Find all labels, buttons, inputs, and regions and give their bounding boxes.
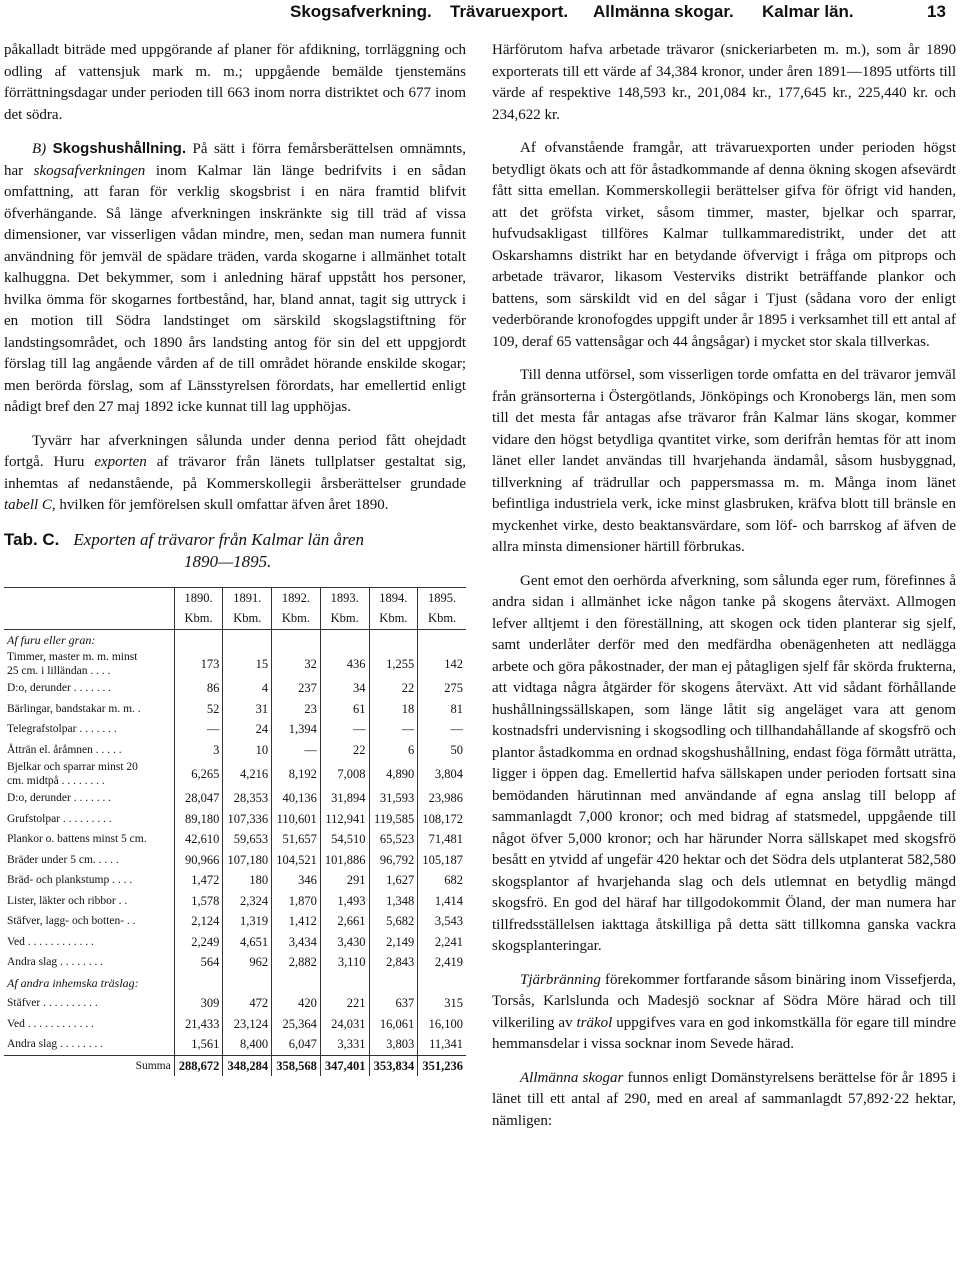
table-header-year: 1890. [174, 587, 223, 608]
table-value: 221 [320, 993, 369, 1014]
table-value: 2,124 [174, 911, 223, 932]
table-row [4, 993, 466, 1014]
table-row [4, 788, 466, 809]
table-row [4, 850, 466, 871]
table-value: 1,561 [174, 1034, 223, 1055]
table-years: 1890—1895. [184, 551, 272, 571]
table-row [4, 678, 466, 699]
table-row-label: Andra slag . . . . . . . . [7, 956, 104, 968]
table-value: 7,008 [320, 760, 369, 788]
table-cell-empty [418, 973, 466, 994]
table-caption [4, 529, 466, 573]
table-sum-label: Summa [4, 1055, 174, 1076]
paragraph-utforsel: Till denna utförsel, som visserligen torde omfatta en del trävaror jemväl från gränsorterna i Östergötlands, Jönköpings och Kronobergs län, men som till det mesta får antagas afse trävaror från Kalmar läns skogar, kommer vidare den högst betydliga qvantitet virke, som derifrån hemtas för att inom länet eller landet användas till hvarjehanda ändamål, såsom husbyggnad, tillverkning af trädrullar och pappersmassa m. m. Många inom länet befintliga industriela verk, icke minst glasbruken, kräfva blott till bränsle en myckenhet virke, desto beaktansvärdare, som löf- och barrskog af äfven de allra minsta dimensioner härtill förbrukas. [492, 367, 956, 555]
table-header-unit: Kbm. [320, 608, 369, 629]
table-value: 23 [272, 699, 321, 720]
table-value: — [272, 740, 321, 761]
table-value: 3,430 [320, 932, 369, 953]
table-value: 1,493 [320, 891, 369, 912]
header-title-skogar: Allmänna skogar. [593, 2, 734, 21]
table-value: — [369, 719, 418, 740]
table-row-label: Bräd- och plankstump . . . . [7, 874, 133, 886]
table-value: 24 [223, 719, 272, 740]
paragraph-export-intro: Tyvärr har afverkningen sålunda under denna period fått ohejdadt fortgå. Huru exporten af trävaror från länets tullplatser gestaltat sig, inhemtas af nedanstående, på Kommerskollegii årsberättelser grundade tabell C, hvilken för jemförelsen skull omfattar äfven året 1890. [4, 432, 466, 513]
section-letter: B) [32, 141, 47, 157]
table-value: 52 [174, 699, 223, 720]
table-sum-value: 348,284 [223, 1055, 272, 1076]
table-value: 59,653 [223, 829, 272, 850]
table-value: 436 [320, 650, 369, 678]
table-value: 28,353 [223, 788, 272, 809]
table-row-label: Åtträn el. åråmnen . . . . . [7, 743, 122, 756]
table-sum-value: 351,236 [418, 1055, 466, 1076]
table-value: 2,882 [272, 952, 321, 973]
table-value: 173 [174, 650, 223, 678]
table-value: — [320, 719, 369, 740]
table-value: 2,249 [174, 932, 223, 953]
table-row [4, 809, 466, 830]
table-value: 6,265 [174, 760, 223, 788]
table-value: 309 [174, 993, 223, 1014]
table-row-label: Stäfver, lagg- och botten- . . [7, 915, 136, 927]
table-cell-empty [418, 629, 466, 650]
table-header-blank [4, 587, 174, 608]
table-value: 71,481 [418, 829, 466, 850]
table-row-label: Stäfver . . . . . . . . . . [7, 997, 98, 1009]
table-row-label: D:o, derunder . . . . . . . [7, 792, 112, 804]
table-value: 22 [369, 678, 418, 699]
table-row [4, 650, 466, 678]
table-row [4, 829, 466, 850]
table-value: 1,394 [272, 719, 321, 740]
table-value: 3,803 [369, 1034, 418, 1055]
table-value: 1,348 [369, 891, 418, 912]
table-value: 104,521 [272, 850, 321, 871]
table-value: 81 [418, 699, 466, 720]
table-value: 3,804 [418, 760, 466, 788]
table-value: 108,172 [418, 809, 466, 830]
table-row-label [4, 650, 174, 678]
table-group-label: Af andra inhemska träslag: [7, 975, 139, 990]
table-row [4, 891, 466, 912]
table-value: 18 [369, 699, 418, 720]
table-row-label: Lister, läkter och ribbor . . [7, 894, 128, 907]
table-cell-empty [272, 629, 321, 650]
table-value: 2,324 [223, 891, 272, 912]
table-value: 16,061 [369, 1014, 418, 1035]
table-value: 962 [223, 952, 272, 973]
paragraph-atervaxt: Gent emot den oerhörda afverkning, som sålunda eger rum, förefinnes å andra sidan i allmänhet icke någon tanke på skogens återväxt. Allmogen lefver alltjemt i den föreställning, att skogen ock tiden planterar sig sjelf, samt underlåter derför med den medfärdha obenägenheten att nedlägga arbete och göra påkostnader, der man ej påtagligen sjelf får skörda frukterna, att vidtaga några åtgärder för skogens återväxt. Att vid sådant förhållande hushållningssällskapen, som länge låtit sig angeläget vara att genom kostnadsfri undervisning i skogsodling och tillhandahållande af skogsfrö och plantor åstadkomma en ordnad skogshushållning, endast föga förmått uträtta, ligger i öppen dag. Emellertid hafva sällskapen under perioden fortsatt sina bemödanden härutinnan med användande af egna anslag till belopp af sammanlagdt 7,000 kronor; och med bidrag af statsmedel, uppgående till något öfver 5,000 kronor; och har härunder Norra sällskapet med skogsfrö besått en ytvidd af ungefär 420 hektar och det Södra dels utplanterat 582,580 skogsplantor af hvarjehanda slag och dels utlemnat en betydlig mängd skogsfrö. En god del häraf har tillgodokommit Öland, der man numera har tillfredsställelsen iakttaga åtskilliga på detta sätt tillkomna ganska vackra skogsplanteringar. [492, 572, 956, 954]
table-row-label: Telegrafstolpar . . . . . . . [7, 723, 117, 735]
table-row [4, 699, 466, 720]
table-value: 3,331 [320, 1034, 369, 1055]
table-value: 22 [320, 740, 369, 761]
table-value: 42,610 [174, 829, 223, 850]
table-row-label: Bräder under 5 cm. . . . . [7, 853, 119, 866]
table-cell-empty [223, 973, 272, 994]
table-cell-empty [272, 973, 321, 994]
table-value: 31 [223, 699, 272, 720]
table-row [4, 1034, 466, 1055]
table-value: 637 [369, 993, 418, 1014]
table-cell-empty [369, 629, 418, 650]
table-row [4, 952, 466, 973]
table-value: 3,434 [272, 932, 321, 953]
table-value: 4,890 [369, 760, 418, 788]
table-value: 291 [320, 870, 369, 891]
table-value: 15 [223, 650, 272, 678]
table-value: 31,894 [320, 788, 369, 809]
table-row [4, 870, 466, 891]
table-value: 1,414 [418, 891, 466, 912]
table-value: 472 [223, 993, 272, 1014]
table-value: 50 [418, 740, 466, 761]
table-value: 23,986 [418, 788, 466, 809]
table-row-label-line2: cm. midtpå . . . . . . . . [7, 775, 105, 787]
table-group-heading [4, 973, 466, 994]
table-row-label: Grufstolpar . . . . . . . . . [7, 812, 112, 825]
table-row [4, 932, 466, 953]
table-value: 4 [223, 678, 272, 699]
table-header-unit: Kbm. [272, 608, 321, 629]
table-cell-empty [320, 629, 369, 650]
header-county: Kalmar län. [762, 2, 854, 21]
table-value: 40,136 [272, 788, 321, 809]
table-header-unit: Kbm. [223, 608, 272, 629]
table-value: 107,336 [223, 809, 272, 830]
table-value: 25,364 [272, 1014, 321, 1035]
page-number: 13 [927, 2, 946, 21]
table-row-label: Andra slag . . . . . . . . [7, 1038, 104, 1050]
table-value: 2,149 [369, 932, 418, 953]
table-row [4, 760, 466, 788]
table-value: 21,433 [174, 1014, 223, 1035]
table-value: 2,661 [320, 911, 369, 932]
table-cell-empty [369, 973, 418, 994]
table-value: 1,472 [174, 870, 223, 891]
table-value: 1,870 [272, 891, 321, 912]
table-title: Exporten af trävaror från Kalmar län åren [73, 529, 364, 549]
right-column [492, 40, 956, 1132]
table-value: 107,180 [223, 850, 272, 871]
table-value: 101,886 [320, 850, 369, 871]
table-value: 96,792 [369, 850, 418, 871]
table-value: 6,047 [272, 1034, 321, 1055]
table-header-unit: Kbm. [174, 608, 223, 629]
table-row-label: Ved . . . . . . . . . . . . [7, 1017, 94, 1030]
table-value: 3 [174, 740, 223, 761]
header-title-afverkning: Skogsafverkning. [290, 2, 432, 21]
table-value: 1,412 [272, 911, 321, 932]
table-value: 16,100 [418, 1014, 466, 1035]
table-value: 275 [418, 678, 466, 699]
table-value: 2,419 [418, 952, 466, 973]
table-value: 564 [174, 952, 223, 973]
table-row-label-line1: Bjelkar och sparrar minst 20 [7, 761, 138, 773]
table-cell-empty [223, 629, 272, 650]
table-value: 61 [320, 699, 369, 720]
table-value: 10 [223, 740, 272, 761]
table-value: 3,543 [418, 911, 466, 932]
table-header-year: 1893. [320, 587, 369, 608]
table-value: 3,110 [320, 952, 369, 973]
table-value: 90,966 [174, 850, 223, 871]
table-value: 34 [320, 678, 369, 699]
table-header-units [4, 608, 466, 629]
table-value: 31,593 [369, 788, 418, 809]
paragraph-exportanalys: Af ofvanstående framgår, att trävaruexporten under perioden högst betydligt ökats och att för åstadkommande af denna ökning skogen afsevärdt fått sitta emellan. Kommerskollegii berättelser gifva för öfrigt vid handen, att det gröfsta virket, såsom timmer, master, bjelkar och sparrar, hufvudsakligast tillföres Kalmar tullkammaredistrikt, under det att Oskarshamns distrikt har en betydande öfvervigt i fråga om pitprops och arbetade trävaror, likasom Vesterviks distrikt beträffande plankor och battens, som särskildt vid en del sågar i Tjust (sådana voro der enligt vederbörande kronofogdes uppgift under år 1895 i verksamhet till ett antal af 109, deraf 65 vattensågar och 44 ångsågar) i mycket stor skala tillverkas. [492, 140, 956, 350]
table-sum-row [4, 1055, 466, 1076]
table-header-unit: Kbm. [418, 608, 466, 629]
section-heading: Skogshushållning. [52, 140, 187, 157]
table-value: 112,941 [320, 809, 369, 830]
table-row [4, 911, 466, 932]
table-value: — [174, 719, 223, 740]
table-value: 4,651 [223, 932, 272, 953]
table-group-heading [4, 629, 466, 650]
table-value: 51,657 [272, 829, 321, 850]
table-value: 6 [369, 740, 418, 761]
table-value: 28,047 [174, 788, 223, 809]
table-value: 54,510 [320, 829, 369, 850]
table-value: 1,255 [369, 650, 418, 678]
table-row-label-line1: Timmer, master m. m. minst [7, 651, 138, 663]
running-header [290, 2, 950, 24]
table-value: 8,192 [272, 760, 321, 788]
table-sum-value: 353,834 [369, 1055, 418, 1076]
table-label: Tab. C. [4, 529, 60, 549]
table-value: 32 [272, 650, 321, 678]
table-cell-empty [174, 973, 223, 994]
table-header-years [4, 587, 466, 608]
table-value: 5,682 [369, 911, 418, 932]
table-value: 86 [174, 678, 223, 699]
table-value: 11,341 [418, 1034, 466, 1055]
table-row [4, 719, 466, 740]
table-value: 8,400 [223, 1034, 272, 1055]
table-header-year: 1895. [418, 587, 466, 608]
table-sum-value: 288,672 [174, 1055, 223, 1076]
paragraph-tjarbranning: Tjärbränning förekommer fortfarande såsom binäring inom Vissefjerda, Torsås, Karlslunda och Madesjö socknar af Södra Möre härad och till vilkeriling av träkol uppgifves vara en god inkomstkälla för egare till mindre hemmansdelar i vissa socknar inom Sevede härad. [492, 971, 956, 1052]
table-cell-empty [174, 629, 223, 650]
table-row-label: Bärlingar, bandstakar m. m. . [7, 702, 141, 715]
export-table [4, 587, 466, 1077]
table-header-blank [4, 608, 174, 629]
table-cell-empty [320, 973, 369, 994]
table-value: 23,124 [223, 1014, 272, 1035]
table-row-label: Plankor o. battens minst 5 cm. [7, 833, 147, 845]
left-column [4, 40, 466, 1076]
paragraph-allmanna-skogar: Allmänna skogar funnos enligt Domänstyrelsens berättelse för år 1895 i länet till ett antal af 290, med en areal af sammanlagdt 57,892·22 hektar, nämligen: [492, 1069, 956, 1129]
table-value: 2,843 [369, 952, 418, 973]
table-value: 89,180 [174, 809, 223, 830]
table-value: 1,578 [174, 891, 223, 912]
table-value: 24,031 [320, 1014, 369, 1035]
table-header-year: 1891. [223, 587, 272, 608]
table-value: 105,187 [418, 850, 466, 871]
table-value: 65,523 [369, 829, 418, 850]
table-row-label: D:o, derunder . . . . . . . [7, 682, 112, 694]
paragraph-snickeri: Härförutom hafva arbetade trävaror (snickeriarbeten m. m.), som år 1890 exporterats till ett värde af 34,384 kronor, under åren 1891—1895 utförts till värde af respektive 148,593 kr., 201,084 kr., 177,645 kr., 225,440 kr. och 234,622 kr. [492, 42, 956, 123]
table-sum-value: 358,568 [272, 1055, 321, 1076]
table-value: 346 [272, 870, 321, 891]
table-value: 682 [418, 870, 466, 891]
table-value: 142 [418, 650, 466, 678]
table-value: 420 [272, 993, 321, 1014]
table-row [4, 1014, 466, 1035]
table-value: 1,319 [223, 911, 272, 932]
paragraph-continued: påkalladt biträde med uppgörande af planer för afdikning, torrläggning och odling af vattensjuk mark m. m.; uppgående bemälde tjenstemäns förrättningsdagar under perioden till 663 inom norra distriktet och 677 inom det södra. [4, 42, 466, 123]
table-row-label [4, 760, 174, 788]
table-row-label-line2: 25 cm. i lilländan . . . . [7, 665, 111, 677]
table-value: 1,627 [369, 870, 418, 891]
table-row [4, 740, 466, 761]
table-value: 4,216 [223, 760, 272, 788]
table-row-label: Ved . . . . . . . . . . . . [7, 935, 94, 948]
table-value: 315 [418, 993, 466, 1014]
table-group-label: Af furu eller gran: [7, 632, 96, 647]
table-value: 110,601 [272, 809, 321, 830]
header-title-export: Trävaruexport. [450, 2, 569, 21]
table-value: 2,241 [418, 932, 466, 953]
paragraph-skogshushallning: B) Skogshushållning. På sätt i förra femårsberättelsen omnämnts, har skogsafverkningen inom Kalmar län länge bedrifvits i en sådan omfattning, att faran för verklig skogsbrist i en nära framtid blifvit öfverhängande. Så länge afverkningen inskränkte sig till träd af vissa dimensioner, var visserligen vådan mindre, men, sedan man numera funnit användning för jemväl de spädare träden, varda skogarne i allmänhet totalt kalhuggna. Det bekymmer, som i anledning häraf uppstått hos personer, hvilka ömma för skogarnes fortbestånd, har, bland annat, tagit sig uttryck i en motion till Södra landstinget om särskild skogslagstiftning för landstingsområdet, och 1890 års landsting antog för sin del ett uppgjordt förslag till lag angående vården af de till området hörande enskilde skogar; men berörda förslag, som af Länsstyrelsen förordats, har emellertid enligt nådigt bref den 27 maj 1892 icke kunnat till lag upphöjas. [4, 140, 467, 415]
table-sum-value: 347,401 [320, 1055, 369, 1076]
table-value: — [418, 719, 466, 740]
table-value: 119,585 [369, 809, 418, 830]
table-header-year: 1892. [272, 587, 321, 608]
table-value: 180 [223, 870, 272, 891]
table-value: 237 [272, 678, 321, 699]
table-header-unit: Kbm. [369, 608, 418, 629]
table-header-year: 1894. [369, 587, 418, 608]
